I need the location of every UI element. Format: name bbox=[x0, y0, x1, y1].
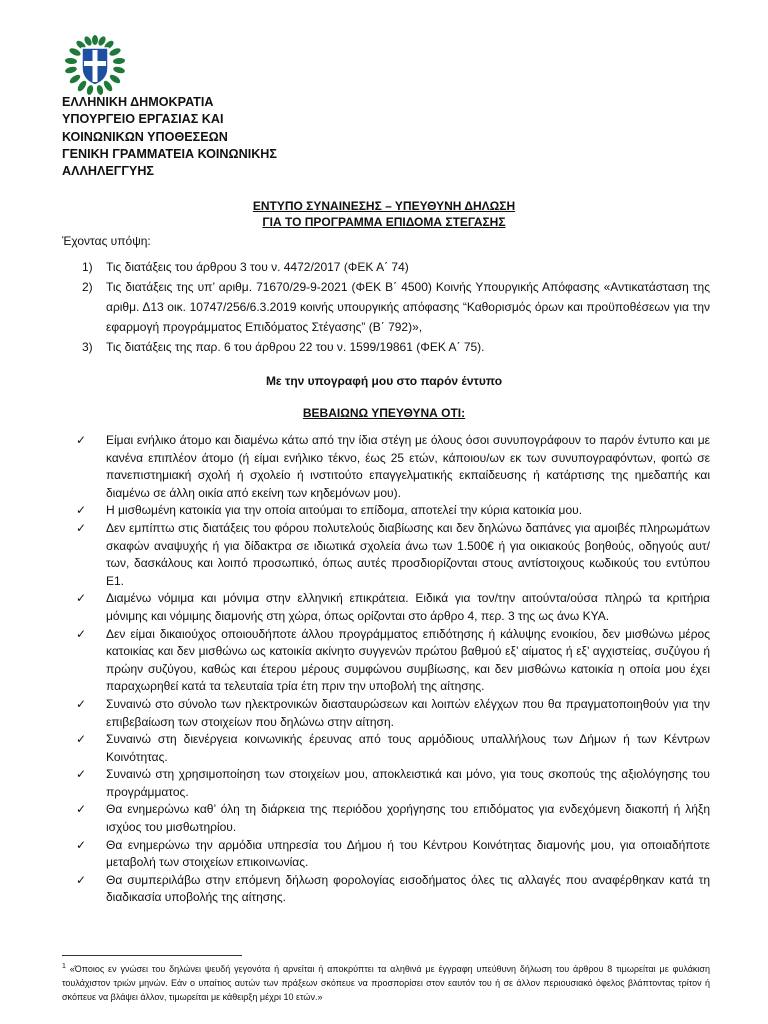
checkmark-icon: ✓ bbox=[76, 433, 87, 447]
reference-item bbox=[62, 257, 710, 277]
reference-number: 1) bbox=[82, 260, 93, 274]
declaration-text: Δεν εμπίπτω στις διατάξεις του φόρου πολυτελούς διαβίωσης και δεν δηλώνω δαπάνες για αμοιβές πληρωμάτων σκαφών αναψυχής ή για δίδακτρα σε ιδιωτικά σχολεία άνω των 1.500€ ή για οικιακούς βοηθούς, οδηγούς αυτ/των, δασκάλους και λοιπό προσωπικό, όπως αυτές προσδιορίζονται στους αντίστοιχους κωδικούς του εντύπου Ε1. bbox=[106, 520, 710, 588]
declaration-item bbox=[62, 696, 710, 731]
declaration-item bbox=[62, 801, 710, 836]
checkmark-icon: ✓ bbox=[76, 591, 87, 606]
signature-statement: Με την υπογραφή μου στο παρόν έντυπο bbox=[265, 374, 503, 388]
checkmark-icon: ✓ bbox=[76, 732, 87, 747]
declaration-text: Η μισθωμένη κατοικία για την οποία αιτούμαι το επίδομα, αποτελεί την κύρια κατοικία μου. bbox=[106, 503, 583, 518]
reference-number: 3) bbox=[82, 340, 93, 354]
declaration-text: Δεν είμαι δικαιούχος οποιουδήποτε άλλου προγράμματος επιδότησης ή κάλυψης ενοικίου, δεν μισθώνω μέρος κατοικίας και δεν μισθώνω ως κατοικία ακίνητο συγγενών πρώτου βαθμού εξ’ αίματος ή εξ’ αγχιστείας, συζύγου ή πρώην συζύγου, καθώς και έτερου μέρους συμφώνου συμβίωσης, και δεν μισθώνω κατοικία η οποία μου έχει παραχωρηθεί κατά τα τελευταία τρία έτη πριν την υποβολή της αίτησης. bbox=[106, 626, 710, 694]
checkmark-icon: ✓ bbox=[76, 872, 87, 887]
footnote-marker: 1 bbox=[62, 963, 66, 970]
document-title-line-2: ΓΙΑ ΤΟ ΠΡΟΓΡΑΜΜΑ ΕΠΙΔΟΜΑ ΣΤΕΓΑΣΗΣ bbox=[262, 215, 506, 229]
reference-number: 2) bbox=[82, 280, 93, 294]
footnote-divider bbox=[62, 955, 242, 956]
footnote-text: «Όποιος εν γνώσει του δηλώνει ψευδή γεγονότα ή αρνείται ή αποκρύπτει τα αληθινά με έγγραφη υπεύθυνη δήλωση του άρθρου 8 τιμωρείται με φυλάκιση τουλάχιστον τριών μηνών. Εάν ο υπαίτιος αυτών των πράξεων σκόπευε να προσπορίσει στον εαυτόν του ή σε άλλον περιουσιακό όφελος βλάπτοντας τρίτον ή σκόπευε να βλάψει άλλον, τιμωρείται με κάθειρξη μέχρι 10 ετών.» bbox=[62, 964, 710, 1002]
greek-state-emblem bbox=[62, 30, 128, 96]
declaration-heading: ΒΕΒΑΙΩΝΩ ΥΠΕΥΘΥΝΑ ΟΤΙ: bbox=[302, 406, 466, 420]
checkmark-icon: ✓ bbox=[76, 626, 87, 641]
header-line: ΓΕΝΙΚΗ ΓΡΑΜΜΑΤΕΙΑ ΚΟΙΝΩΝΙΚΗΣ bbox=[62, 146, 277, 161]
document-title-line-1: ΕΝΤΥΠΟ ΣΥΝΑΙΝΕΣΗΣ – ΥΠΕΥΘΥΝΗ ΔΗΛΩΣΗ bbox=[252, 199, 516, 213]
declaration-text: Είμαι ενήλικο άτομο και διαμένω κάτω από την ίδια στέγη με όλους όσοι συνυπογράφουν το παρόν έντυπο και με κανένα επιπλέον άτομο (ή είμαι ενήλικο τέκνο, έως 25 ετών, κάποιου/ων εκ των συνυπογραφόντων, φοιτώ σε πανεπιστημιακή σχολή ή σχολείο ή ινστιτούτο επαγγελματικής εκπαίδευσης ή κατάρτισης της ημεδαπής και διαμένω σε άλλη οικία από εκείνη των κηδεμόνων μου). bbox=[106, 433, 710, 500]
declaration-item bbox=[62, 432, 710, 502]
header-line: ΚΟΙΝΩΝΙΚΩΝ ΥΠΟΘΕΣΕΩΝ bbox=[62, 129, 228, 144]
intro-text: Έχοντας υπόψη: bbox=[62, 234, 151, 248]
checkmark-icon: ✓ bbox=[76, 696, 87, 711]
checkmark-icon: ✓ bbox=[76, 503, 87, 518]
checkmark-icon: ✓ bbox=[76, 802, 87, 817]
checkmark-icon: ✓ bbox=[76, 520, 87, 535]
declaration-text: Θα ενημερώνω καθ’ όλη τη διάρκεια της περιόδου χορήγησης του επιδόματος για ενδεχόμενη διακοπή ή λήξη ισχύος του μισθωτηρίου. bbox=[106, 802, 710, 835]
header-line: ΑΛΛΗΛΕΓΓΥΗΣ bbox=[62, 164, 154, 179]
declaration-text: Συναινώ στο σύνολο των ηλεκτρονικών διασταυρώσεων και λοιπών ελέγχων που θα πραγματοποιηθούν για την επιβεβαίωση των στοιχείων που δηλώνω στην αίτηση. bbox=[106, 696, 710, 729]
declaration-item bbox=[62, 766, 710, 801]
emblem-icon bbox=[62, 30, 128, 96]
header-line: ΥΠΟΥΡΓΕΙΟ ΕΡΓΑΣΙΑΣ ΚΑΙ bbox=[62, 112, 224, 127]
reference-item bbox=[62, 277, 710, 337]
references-list bbox=[62, 257, 710, 357]
declaration-item bbox=[62, 520, 710, 590]
declaration-text: Συναινώ στη χρησιμοποίηση των στοιχείων μου, αποκλειστικά και μόνο, για τους σκοπούς της αξιολόγησης του προγράμματος. bbox=[106, 767, 710, 799]
reference-text: Τις διατάξεις της παρ. 6 του άρθρου 22 του ν. 1599/19861 (ΦΕΚ Α΄ 75). bbox=[106, 340, 485, 354]
checkmark-icon: ✓ bbox=[76, 837, 87, 852]
declaration-item bbox=[62, 872, 710, 907]
ministry-header bbox=[62, 94, 362, 180]
declaration-text: Διαμένω νόμιμα και μόνιμα στην ελληνική επικράτεια. Ειδικά για τον/την αιτούντα/ούσα πληρώ τα κριτήρια μόνιμης και νόμιμης διαμονής στη χώρα, όπως ορίζονται στο άρθρο 4, περ. 3 της ως άνω ΚΥΑ. bbox=[106, 591, 710, 623]
declaration-text: Συναινώ στη διενέργεια κοινωνικής έρευνας από τους αρμόδιους υπαλλήλους των Δήμων ή των Κέντρων Κοινότητας. bbox=[106, 732, 710, 764]
declaration-text: Θα συμπεριλάβω στην επόμενη δήλωση φορολογίας εισοδήματος όλες τις αλλαγές που αναφέρθηκαν κατά τη διαδικασία υποβολής της αίτησης. bbox=[106, 872, 710, 905]
declaration-item bbox=[62, 502, 710, 520]
checkmark-icon: ✓ bbox=[76, 767, 87, 782]
reference-text: Τις διατάξεις του άρθρου 3 του ν. 4472/2017 (ΦΕΚ Α΄ 74) bbox=[106, 260, 409, 274]
reference-item bbox=[62, 337, 710, 357]
reference-text: Τις διατάξεις της υπ’ αριθμ. 71670/29-9-2021 (ΦΕΚ Β΄ 4500) Κοινής Υπουργικής Απόφασης «Αντικατάσταση της αριθμ. Δ13 οικ. 10747/256/6.3.2019 κοινής υπουργικής απόφασης “Καθορισμός όρων και προϋποθέσεων για την εφαρμογή προγράμματος Επιδόματος Στέγασης” (Β΄ 792)», bbox=[106, 280, 710, 334]
declaration-text: Θα ενημερώνω την αρμόδια υπηρεσία του Δήμου ή του Κέντρου Κοινότητας διαμονής μου, για οποιαδήποτε μεταβολή των στοιχείων επικοινωνίας. bbox=[106, 837, 710, 870]
declaration-item bbox=[62, 731, 710, 766]
declaration-item bbox=[62, 837, 710, 872]
header-line: ΕΛΛΗΝΙΚΗ ΔΗΜΟΚΡΑΤΙΑ bbox=[62, 95, 214, 109]
declaration-item bbox=[62, 626, 710, 696]
declaration-item bbox=[62, 590, 710, 625]
declarations-list bbox=[62, 432, 710, 907]
footnote bbox=[62, 960, 710, 1004]
